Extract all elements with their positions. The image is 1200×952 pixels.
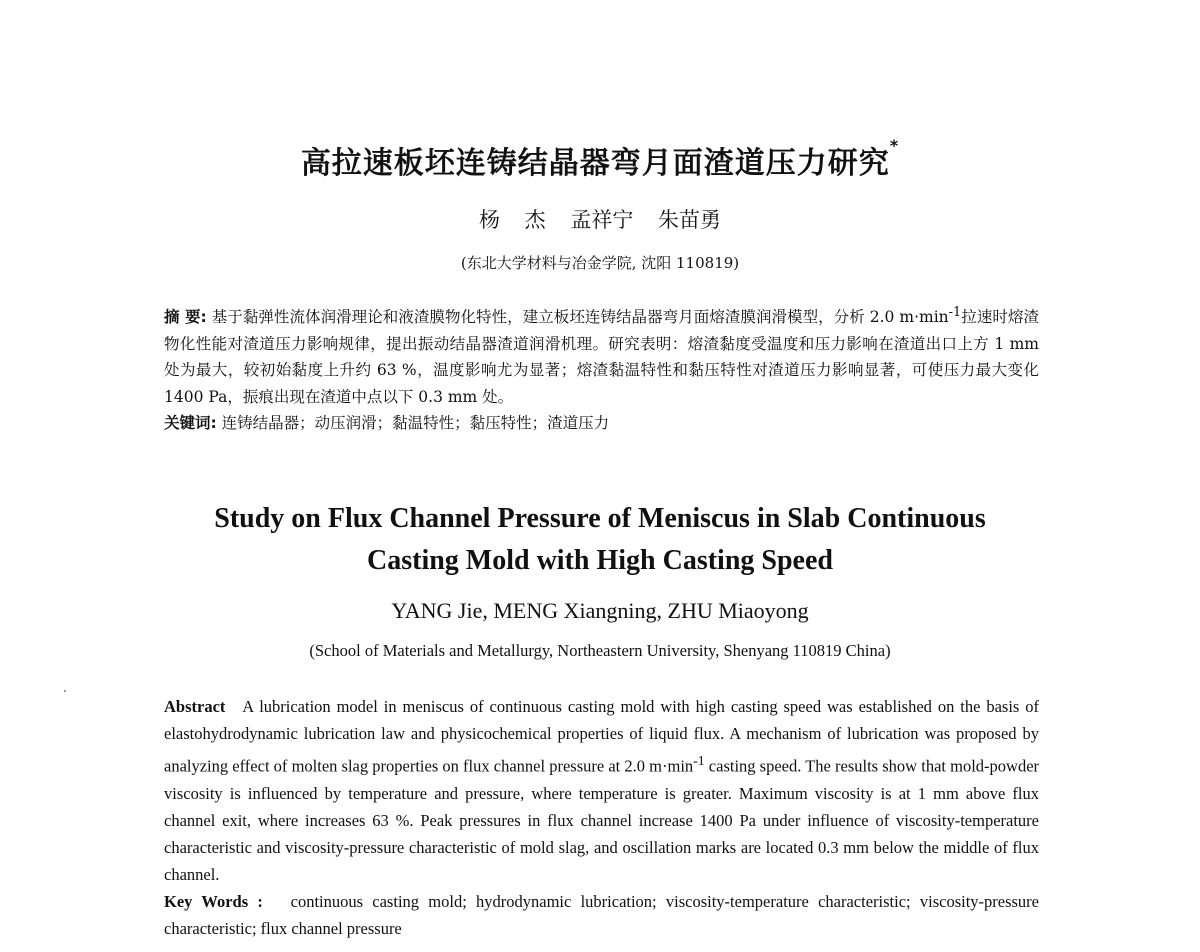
english-abstract-label: Abstract — [164, 697, 226, 716]
english-affiliation: (School of Materials and Metallurgy, Northeastern University, Shenyang 110819 China) — [309, 641, 891, 660]
english-keywords — [164, 888, 1039, 942]
english-authors: YANG Jie, MENG Xiangning, ZHU Miaoyong — [391, 598, 809, 623]
chinese-title — [0, 138, 1200, 182]
english-title-line-1: Study on Flux Channel Pressure of Meniscus in Slab Continuous — [214, 503, 986, 534]
english-abstract-block — [164, 693, 1039, 942]
chinese-authors: 杨 杰 孟祥宁 朱苗勇 — [478, 208, 722, 232]
chinese-keywords-label: 关键词: — [164, 414, 217, 433]
english-abstract-text-1: A lubrication model in meniscus of continuous casting mold with high casting speed was established on the basis of elastohydrodynamic lubrication law and physicochemical properties of liquid flux. A mechanism of lubrication was proposed by analyzing effect of molten slag properties on flux channel pressure at 2.0 m·min — [164, 697, 1039, 776]
chinese-title-text: 高拉速板坯连铸结晶器弯月面渣道压力研究 — [300, 146, 890, 181]
chinese-keywords-text: 连铸结晶器；动压润滑；黏温特性；黏压特性；渣道压力 — [221, 414, 610, 433]
chinese-abstract-block — [164, 300, 1039, 437]
chinese-keywords — [164, 410, 1039, 437]
chinese-affiliation: (东北大学材料与冶金学院, 沈阳 110819) — [460, 254, 740, 272]
title-footnote-mark: * — [889, 136, 900, 155]
english-keywords-label: Key Words : — [164, 891, 263, 911]
chinese-abstract — [164, 300, 1039, 410]
english-title-line-2: Casting Mold with High Casting Speed — [367, 545, 833, 576]
chinese-abstract-superscript: -1 — [948, 305, 962, 320]
chinese-abstract-text-2: 拉速时熔渣物化性能对渣道压力影响规律，提出振动结晶器渣道润滑机理。研究表明：熔渣黏度受温度和压力影响在渣道出口上方 1 mm 处为最大，较初始黏度上升约 63 %，温度影响尤为显著；熔渣黏温特性和黏压特性对渣道压力影响显著，可使压力最大变化 1400 Pa，振痕出现在渣道中点以下 0.3 mm 处。 — [164, 308, 1039, 406]
english-abstract-superscript: -1 — [693, 753, 705, 768]
english-title — [0, 498, 1200, 582]
chinese-abstract-text-1: 基于黏弹性流体润滑理论和液渣膜物化特性，建立板坯连铸结晶器弯月面熔渣膜润滑模型，分析 2.0 m·min — [211, 308, 949, 327]
english-keywords-text: continuous casting mold; hydrodynamic lubrication; viscosity-temperature characteristic; viscosity-pressure characteristic; flux channel pressure — [164, 891, 1040, 938]
chinese-abstract-label: 摘 要: — [164, 308, 207, 327]
english-abstract-text-2: casting speed. The results show that mold-powder viscosity is influenced by temperature and pressure, where temperature is greater. Maximum viscosity is at 1 mm above flux channel exit, where increases 63 %. Peak pressures in flux channel increase 1400 Pa under influence of viscosity-temperature characteristic and viscosity-pressure characteristic of mold slag, and oscillation marks are located 0.3 mm below the middle of flux channel. — [164, 756, 1040, 884]
scan-speck — [64, 690, 66, 692]
english-abstract — [164, 693, 1039, 888]
